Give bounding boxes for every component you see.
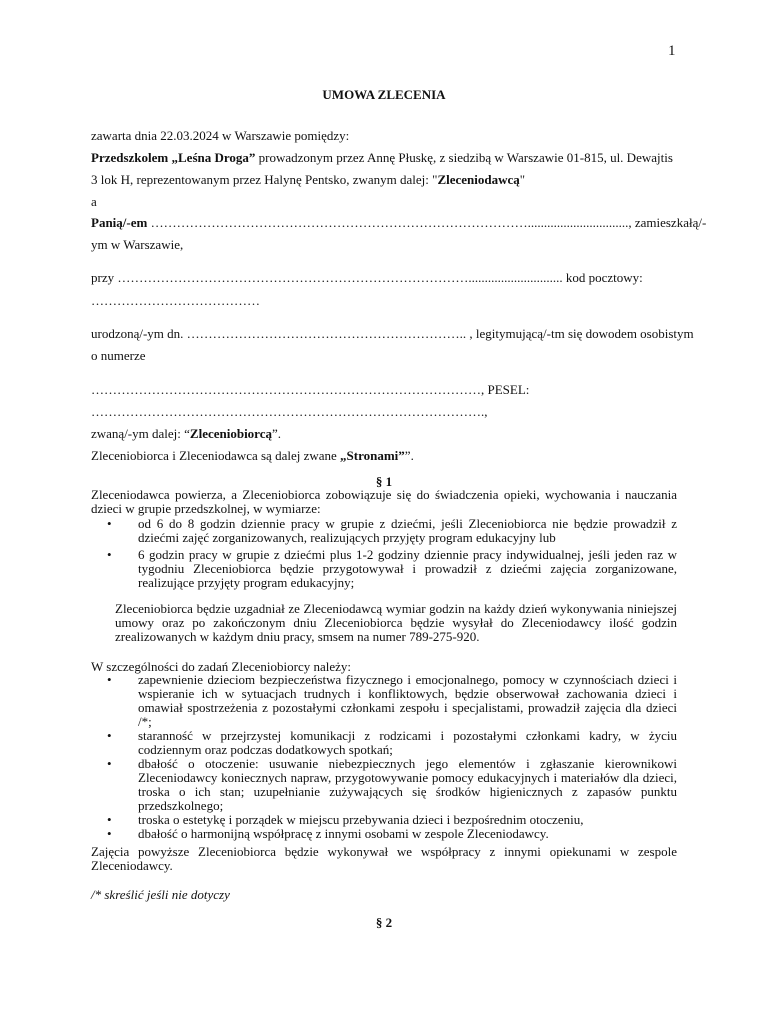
page-number: 1 <box>668 43 676 59</box>
option-text: 6 godzin pracy w grupie z dziećmi plus 1-2 godziny dziennie pracy indywidualnej, jeśli jeden raz w tygodniu Zleceniobiorca będzie przygotowywał i prowadził z dziećmi zajęcia zorganizowane, realizujące przyjęty program edukacyjny; <box>138 547 677 590</box>
list-item <box>107 756 677 813</box>
section1-paragraph1: Zleceniodawca powierza, a Zleceniobiorca zobowiązuje się do świadczenia opieki, wychowania i nauczania dzieci w grupie przedszkolnej, w wymiarze: <box>91 487 677 516</box>
list-item <box>107 728 677 757</box>
document-title: UMOWA ZLECENIA <box>322 87 446 102</box>
bullet-icon: • <box>107 826 112 841</box>
bullet-icon: • <box>107 812 112 827</box>
party1-name: Przedszkolem „Leśna Droga” <box>91 150 256 165</box>
id-number-label: o numerze <box>91 348 146 363</box>
parties-line <box>91 448 414 463</box>
id-pesel-line: ………………………………………………………………………………, PESEL: <box>91 382 530 397</box>
postal-code-field: ………………………………… <box>91 293 260 308</box>
option-text: od 6 do 8 godzin dziennie pracy w grupie z dziećmi, jeśli Zleceniobiorca nie będzie prowadził z dziećmi zajęć zorganizowanych, realizujących przyjęty program edukacyjny lub <box>138 516 677 545</box>
duty-text: dbałość o otoczenie: usuwanie niebezpiecznych jego elementów i zgłaszanie kierownikowi Zleceniodawcy koniecznych napraw, przygotowywanie pomocy edukacyjnych i materiałów dla dzieci, troska o ich stan; uzupełnianie zużywających się środków higienicznych z zapasów punktu przedszkolnego; <box>138 756 677 813</box>
party2-name-field: ……………………………………………………………………………..............................., zamieszkałą/- <box>147 215 707 230</box>
party2-label: Panią/-em <box>91 215 148 230</box>
and-conjunction: a <box>91 194 97 209</box>
party2-residence: ym w Warszawie, <box>91 237 184 252</box>
list-item <box>107 547 677 590</box>
party1-role: Zleceniodawcą <box>437 172 520 187</box>
section1-paragraph3: Zajęcia powyższe Zleceniobiorca będzie wykonywał we współpracy z innymi opiekunami w zespole Zleceniodawcy. <box>91 844 677 873</box>
parties-prefix: Zleceniobiorca i Zleceniodawca są dalej zwane <box>91 448 341 463</box>
birth-date-line: urodzoną/-ym dn. ……………………………………………………….. , legitymującą/-tm się dowodem osobistym <box>91 326 694 341</box>
called-prefix: zwaną/-ym dalej: “ <box>91 426 190 441</box>
party1-representative: 3 lok H, reprezentowanym przez Halynę Pentsko, zwanym dalej: " <box>91 172 438 187</box>
parties-suffix: ”. <box>404 448 414 463</box>
called-suffix: ”. <box>272 426 282 441</box>
duty-text: troska o estetykę i porządek w miejscu przebywania dzieci i bezpośrednim otoczeniu, <box>138 812 584 827</box>
list-item <box>107 826 677 841</box>
duty-text: zapewnienie dzieciom bezpieczeństwa fizycznego i emocjonalnego, pomocy w czynnościach dzieci i wspieranie ich w sytuacjach trudnych i konfliktowych, będzie obserwował zachowania dzieci i omawiał spostrzeżenia z pozostałymi członkami zespołu i specjalistami, prowadził zajęcia dla dzieci /*; <box>138 672 677 729</box>
bullet-icon: • <box>107 516 112 531</box>
duty-text: staranność w przejrzystej komunikacji z rodzicami i pozostałymi członkami kadry, w życiu codziennym oraz podczas dodatkowych spotkań; <box>138 728 677 757</box>
footnote: /* skreślić jeśli nie dotyczy <box>91 887 230 902</box>
section2-heading: § 2 <box>375 915 393 930</box>
party2-line <box>91 215 706 230</box>
id-line2: ………………………………………………………………………………., <box>91 404 488 419</box>
party1-line <box>91 150 673 165</box>
called-role: Zleceniobiorcą <box>189 426 272 441</box>
list-item <box>107 812 677 827</box>
contract-date-line: zawarta dnia 22.03.2024 w Warszawie pomiędzy: <box>91 128 350 143</box>
duty-text: dbałość o harmonijną współpracę z innymi osobami w zespole Zleceniodawcy. <box>138 826 549 841</box>
party1-line2 <box>91 172 525 187</box>
bullet-icon: • <box>107 728 112 743</box>
bullet-icon: • <box>107 547 112 562</box>
list-item <box>107 516 677 545</box>
duties-intro: W szczególności do zadań Zleceniobiorcy należy: <box>91 659 352 674</box>
bullet-icon: • <box>107 672 112 687</box>
called-line <box>91 426 281 441</box>
hours-options-list <box>107 516 677 590</box>
section1-heading: § 1 <box>375 474 393 489</box>
duties-list <box>107 672 677 841</box>
section1-paragraph2: Zleceniobiorca będzie uzgadniał ze Zleceniodawcą wymiar godzin na każdy dzień wykonywania niniejszej umowy oraz po zakończonym dniu Zleceniobiorca będzie wysyłał do Zleceniodawcy ilość godzin zrealizowanych w każdym dniu pracy, smsem na numer 789-275-920. <box>115 601 677 644</box>
parties-name: „Stronami” <box>340 448 405 463</box>
party1-quote: " <box>519 172 526 187</box>
address-line: przy ………………………………………………………………………............................. kod pocztowy: <box>91 270 643 285</box>
party1-details: prowadzonym przez Annę Płuskę, z siedzibą w Warszawie 01-815, ul. Dewajtis <box>255 150 673 165</box>
bullet-icon: • <box>107 756 112 771</box>
list-item <box>107 672 677 729</box>
